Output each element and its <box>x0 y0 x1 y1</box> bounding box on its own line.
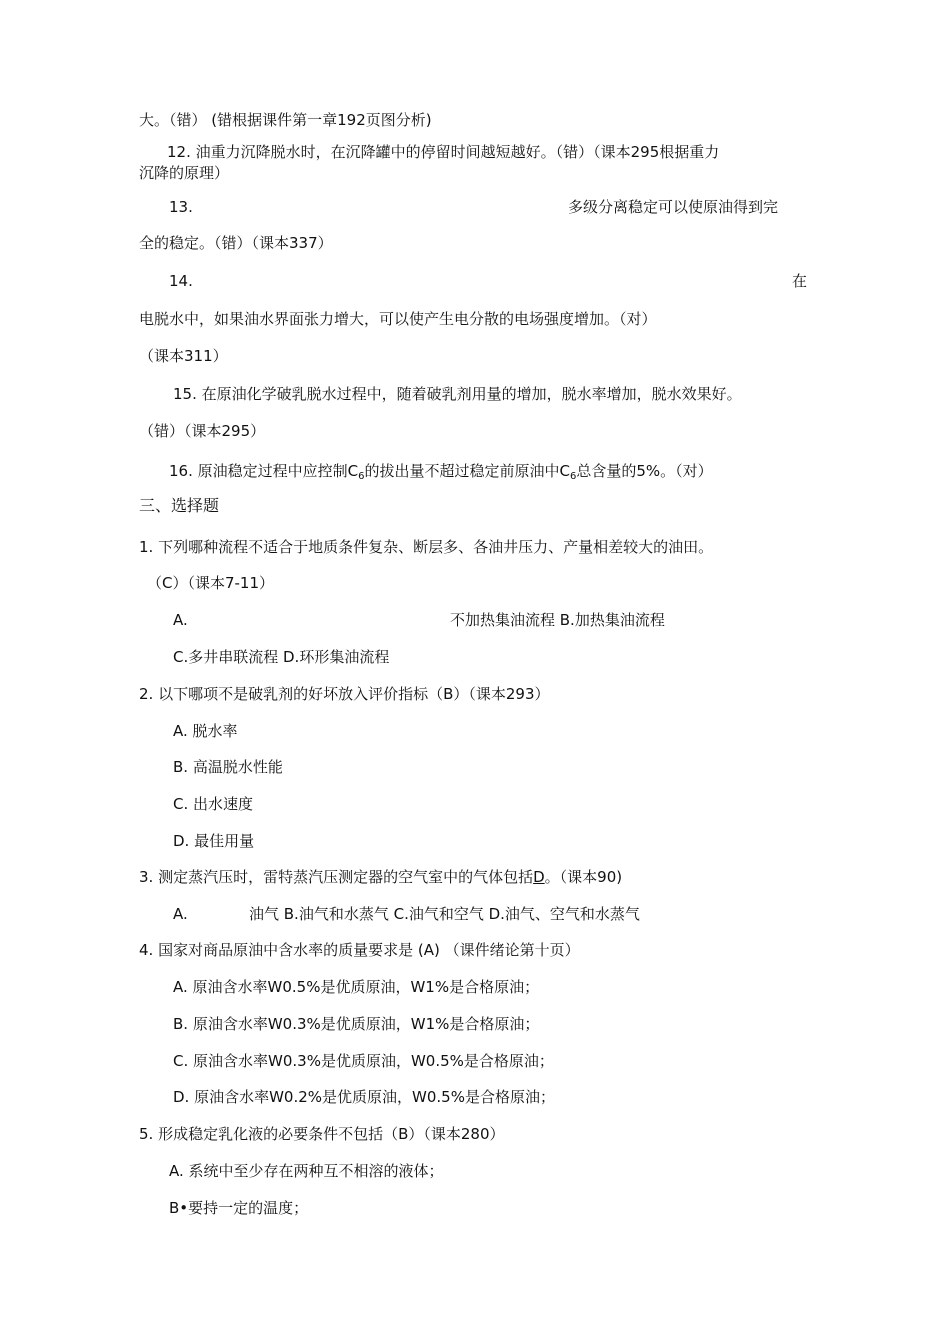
text-line: 大。（错） (错根据课件第一章192页图分析) <box>139 111 432 129</box>
option-text: 油气 B.油气和水蒸气 C.油气和空气 D.油气、空气和水蒸气 <box>249 905 640 923</box>
question: 2. 以下哪项不是破乳剂的好坏放入评价指标（B）（课本293） <box>139 685 550 703</box>
text-line: 沉降的原理） <box>139 164 230 182</box>
option-text: B. 高温脱水性能 <box>173 758 283 776</box>
section-heading: 三、选择题 <box>139 496 220 515</box>
option-text: C. 出水速度 <box>173 795 254 813</box>
option-text: A. 系统中至少存在两种互不相溶的液体； <box>169 1162 444 1180</box>
question: 4. 国家对商品原油中含水率的质量要求是 (A) （课件绪论第十页） <box>139 941 580 959</box>
text-line: 全的稳定。（错）（课本337） <box>139 234 333 252</box>
text-line: 12. 油重力沉降脱水时，在沉降罐中的停留时间越短越好。（错）（课本295根据重力 <box>167 143 720 161</box>
text-line: 电脱水中，如果油水界面张力增大，可以使产生电分散的电场强度增加。（对） <box>139 310 657 328</box>
question <box>139 867 622 887</box>
option-text: A. 原油含水率W0.5%是优质原油，W1%是合格原油； <box>173 978 540 996</box>
text-segment: 。（课本90) <box>544 868 623 886</box>
text-line: （错）（课本295） <box>139 422 266 440</box>
question: 1. 下列哪种流程不适合于地质条件复杂、断层多、各油井压力、产量相差较大的油田。 <box>139 538 714 556</box>
option-text: 不加热集油流程 B.加热集油流程 <box>450 611 665 629</box>
item-number: 14. <box>169 272 193 290</box>
option-text: C.多井串联流程 D.环形集油流程 <box>173 648 390 666</box>
text-line: 在 <box>792 272 808 290</box>
text-line: （课本311） <box>139 347 228 365</box>
text-segment: 的拔出量不超过稳定前原油中C <box>364 462 570 480</box>
text-segment: 16. 原油稳定过程中应控制C <box>169 462 359 480</box>
subscript: 6 <box>569 471 577 482</box>
option-label: A. <box>173 905 188 923</box>
option-text: D. 最佳用量 <box>173 832 255 850</box>
option-label: A. <box>173 611 188 629</box>
item-number: 13. <box>169 198 193 216</box>
text-segment: 3. 测定蒸汽压时，雷特蒸汽压测定器的空气室中的气体包括 <box>139 868 534 886</box>
question: 5. 形成稳定乳化液的必要条件不包括（B）（课本280） <box>139 1125 505 1143</box>
answer-underlined: D <box>533 868 545 886</box>
text-line: 多级分离稳定可以使原油得到完 <box>568 198 779 216</box>
option-text: B. 原油含水率W0.3%是优质原油，W1%是合格原油； <box>173 1015 540 1033</box>
option-text: C. 原油含水率W0.3%是优质原油，W0.5%是合格原油； <box>173 1052 554 1070</box>
text-line <box>169 461 713 487</box>
text-line: 15. 在原油化学破乳脱水过程中，随着破乳剂用量的增加，脱水率增加，脱水效果好。 <box>173 385 742 403</box>
option-text: A. 脱水率 <box>173 722 238 740</box>
option-text: B•要持一定的温度； <box>169 1199 309 1217</box>
subscript: 6 <box>358 471 365 482</box>
answer-ref: （C）（课本7-11） <box>147 574 275 592</box>
text-segment: 总含量的5%。（对） <box>576 462 713 480</box>
option-text: D. 原油含水率W0.2%是优质原油，W0.5%是合格原油； <box>173 1088 555 1106</box>
